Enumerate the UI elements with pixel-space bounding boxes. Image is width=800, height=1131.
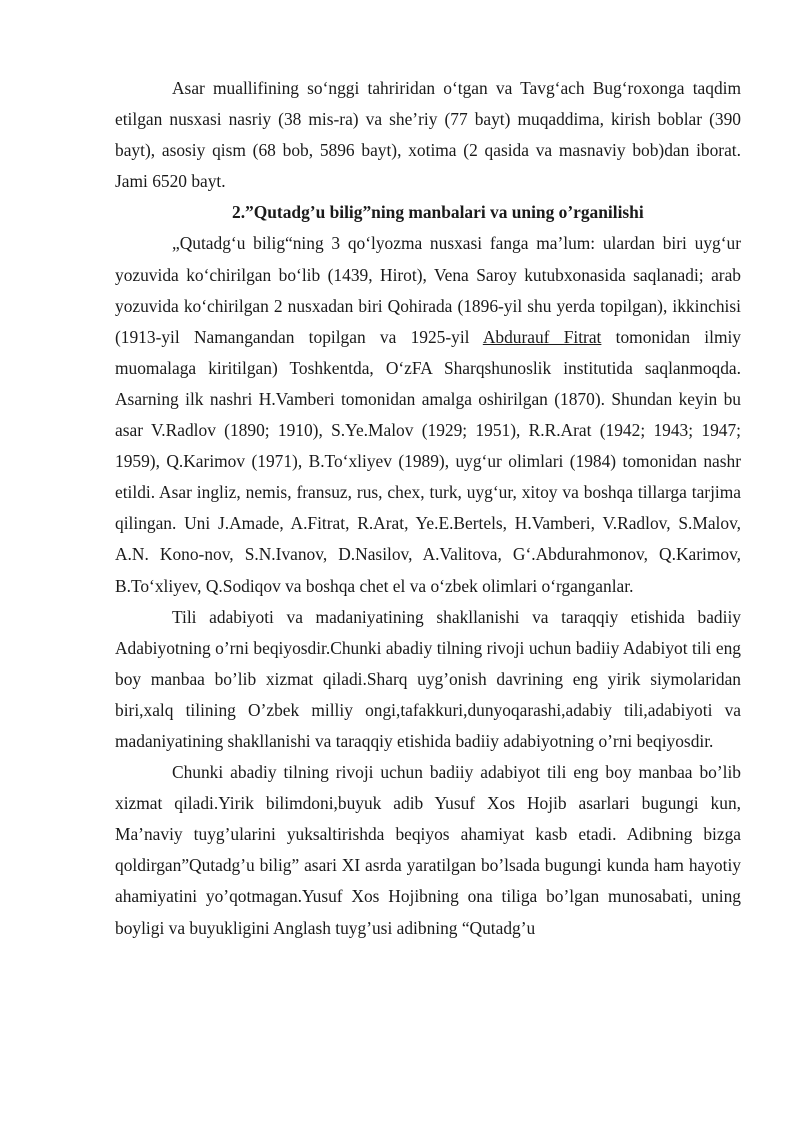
- section-heading: 2.”Qutadg’u bilig”ning manbalari va uning o’rganilishi: [232, 202, 644, 223]
- paragraph-1: Asar muallifining so‘nggi tahriridan o‘tgan va Tavg‘ach Bug‘roxonga taqdim etilgan nusxasi nasriy (38 mis-ra) va she’riy (77 bayt) muqaddima, kirish boblar (390 bayt), asosiy qism (68 bob, 5896 bayt), xotima (2 qasida va masnaviy bob)dan iborat. Jami 6520 bayt.: [115, 78, 741, 192]
- paragraph-2-text-end: tomonidan ilmiy muomalaga kiritilgan) Toshkentda, O‘zFA Sharqshunoslik institutida saqlanmoqda. Asarning ilk nashri H.Vamberi tomonidan amalga oshirilgan (1870). Shundan keyin bu asar V.Radlov (1890; 1910), S.Ye.Malov (1929; 1951), R.R.Arat (1942; 1943; 1947; 1959), Q.Karimov (1971), B.To‘xliyev (1989), uyg‘ur olimlari (1984) tomonidan nashr etildi. Asar ingliz, nemis, fransuz, rus, chex, turk, uyg‘ur, xitoy va boshqa tillarga tarjima qilingan. Uni J.Amade, A.Fitrat, R.Arat, Ye.E.Bertels, H.Vamberi, V.Radlov, S.Malov, A.N. Kono-nov, S.N.Ivanov, D.Nasilov, A.Valitova, G‘.Abdurahmonov, Q.Karimov, B.To‘xliyev, Q.Sodiqov va boshqa chet el va o‘zbek olimlari o‘rganganlar.: [115, 326, 741, 596]
- paragraph-3: Tili adabiyoti va madaniyatining shakllanishi va taraqqiy etishida badiiy Adabiyotning o’rni beqiyosdir.Chunki abadiy tilning rivoji uchun badiiy Adabiyot tili eng boy manbaa bo’lib xizmat qiladi.Sharq uyg’onish davrining eng yirik siymolaridan biri,xalq tilining O’zbek milliy ongi,tafakkuri,dunyoqarashi,adabiy tili,adabiyoti va madaniyatining shakllanishi va taraqqiy etishida badiiy adabiyotning o’rni beqiyosdir.: [115, 606, 741, 751]
- abdurauf-fitrat-link[interactable]: Abdurauf Fitrat: [482, 326, 602, 347]
- paragraph-2: [115, 228, 741, 601]
- paragraph-2-text-start: „Qutadg‘u bilig“ning 3 qo‘lyozma nusxasi fanga ma’lum: ulardan biri uyg‘ur yozuvida ko‘chirilgan bo‘lib (1439, Hirot), Vena Saroy kutubxonasida saqlanadi; arab yozuvida ko‘chirilgan 2 nusxadan biri Qohirada (1896-yil shu yerda topilgan), ikkinchisi (1913-yil Namangandan topilgan va 1925-yil: [115, 233, 741, 347]
- document-page: [115, 73, 741, 944]
- paragraph-4: Chunki abadiy tilning rivoji uchun badiiy adabiyot tili eng boy manbaa bo’lib xizmat qiladi.Yirik bilimdoni,buyuk adib Yusuf Xos Hojib asarlari bugungi kun, Ma’naviy tuyg’ularini yuksaltirishda beqiyos ahamiyat kasb etadi. Adibning bizga qoldirgan”Qutadg’u bilig” asari XI asrda yaratilgan bo’lsada bugungi kunda ham hayotiy ahamiyatini yo’qotmagan.Yusuf Xos Hojibning ona tiliga bo’lgan munosabati, uning boyligi va buyukligini Anglash tuyg’usi adibning “Qutadg’u: [115, 762, 741, 938]
